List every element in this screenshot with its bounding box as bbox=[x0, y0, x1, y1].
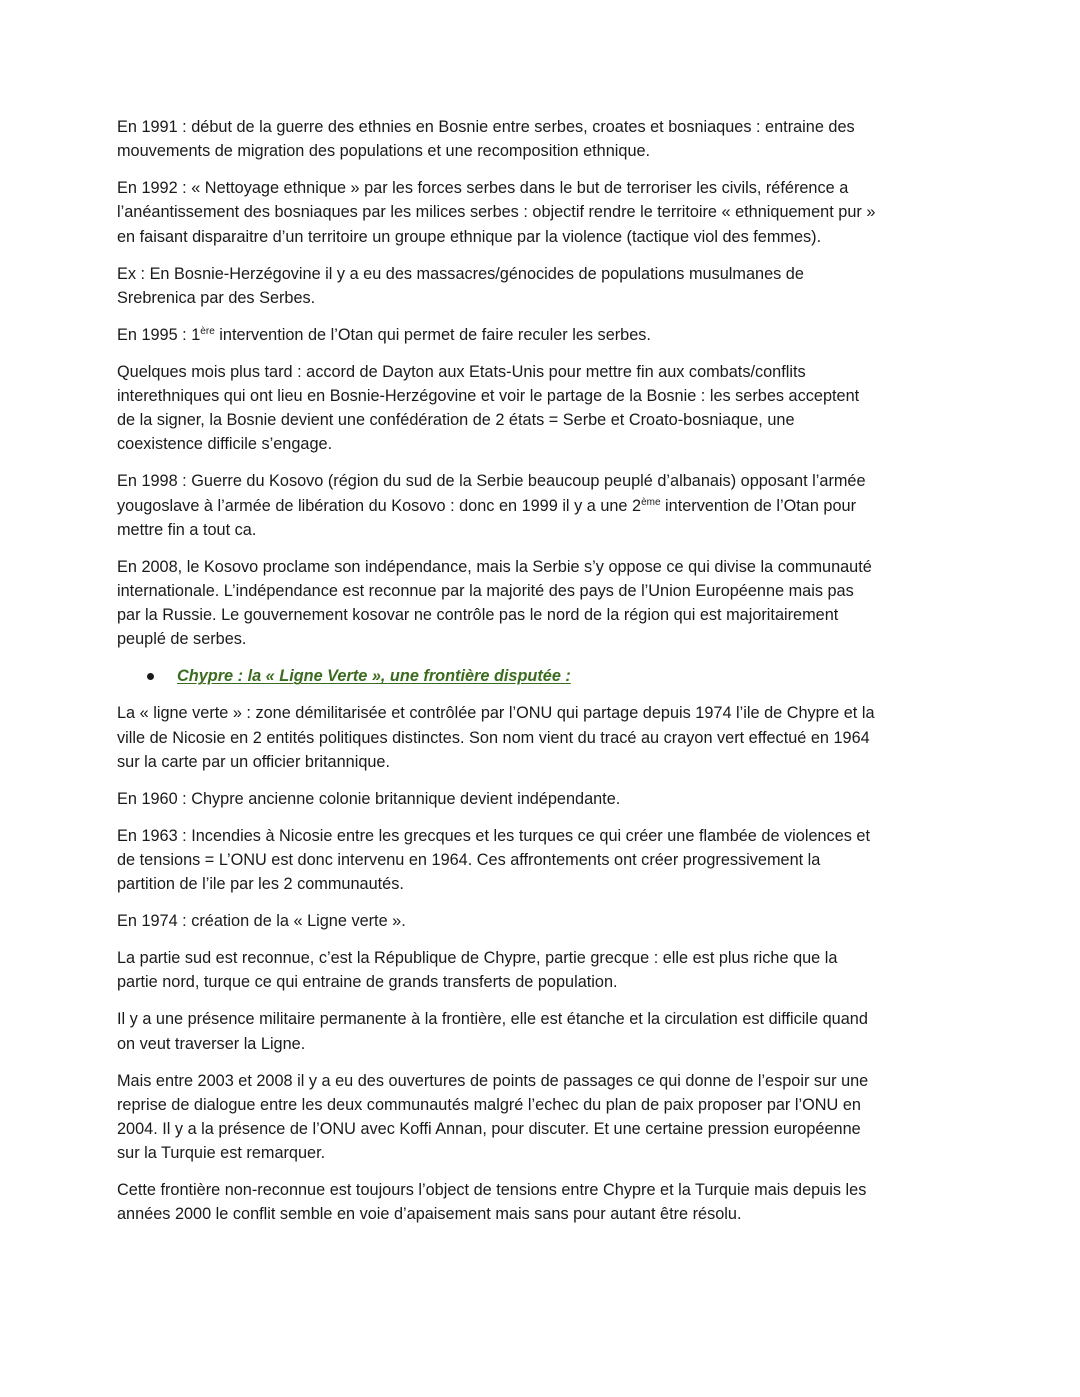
paragraph-example-srebrenica: Ex : En Bosnie-Herzégovine il y a eu des massacres/génocides de populations musulmanes de Srebrenica par des Serbes. bbox=[117, 264, 804, 307]
paragraph-partie-sud: La partie sud est reconnue, c’est la République de Chypre, partie grecque : elle est plus riche que la partie nord, turque ce qui entraine de grands transferts de population. bbox=[117, 949, 838, 992]
paragraph-1998-text-start: En 1998 : Guerre du Kosovo (région du sud de la Serbie beaucoup peuplé d’albanais) opposant l’armée yougoslave à l’armée de libération du Kosovo : donc en 1999 il y a une 2 bbox=[117, 472, 866, 515]
paragraph-1963: En 1963 : Incendies à Nicosie entre les grecques et les turques ce qui créer une flambée de violences et de tensions = L’ONU est donc intervenu en 1964. Ces affrontements ont créer progressivement la partition de l’ile par les 2 communautés. bbox=[117, 826, 870, 894]
paragraph-presence-militaire: Il y a une présence militaire permanente à la frontière, elle est étanche et la circulation est difficile quand on veut traverser la Ligne. bbox=[117, 1010, 868, 1053]
ordinal-superscript: ère bbox=[200, 325, 215, 337]
paragraph-dayton: Quelques mois plus tard : accord de Dayton aux Etats-Unis pour mettre fin aux combats/conflits interethniques qui ont lieu en Bosnie-Herzégovine et voir le partage de la Bosnie : les serbes acceptent de la signer, la Bosnie devient une confédération de 2 états = Serbe et Croato-bosniaque, une coexistence difficile s’engage. bbox=[117, 362, 860, 454]
paragraph-1974: En 1974 : création de la « Ligne verte ». bbox=[117, 912, 406, 931]
paragraph-ligne-verte: La « ligne verte » : zone démilitarisée et contrôlée par l’ONU qui partage depuis 1974 l’ile de Chypre et la ville de Nicosie en 2 entités politiques distinctes. Son nom vient du tracé au crayon vert effectué en 1964 sur la carte par un officier britannique. bbox=[117, 704, 875, 771]
paragraph-1995-text-end: intervention de l’Otan qui permet de faire reculer les serbes. bbox=[214, 325, 651, 344]
paragraph-1995-text-start: En 1995 : 1 bbox=[117, 325, 201, 344]
paragraph-2003-2008: Mais entre 2003 et 2008 il y a eu des ouvertures de points de passages ce qui donne de l’espoir sur une reprise de dialogue entre les deux communautés malgré l’echec du plan de paix proposer par l’ONU en 2004. Il y a la présence de l’ONU avec Koffi Annan, pour discuter. Et une certaine pression européenne sur la Turquie est remarquer. bbox=[117, 1071, 869, 1163]
section-heading: Chypre : la « Ligne Verte », une frontière disputée : bbox=[177, 667, 571, 686]
paragraph-conclusion: Cette frontière non-reconnue est toujours l’object de tensions entre Chypre et la Turquie mais depuis les années 2000 le conflit semble en voie d’apaisement mais sans pour autant être résolu. bbox=[117, 1181, 867, 1224]
paragraph-1992: En 1992 : « Nettoyage ethnique » par les forces serbes dans le but de terroriser les civils, référence a l’anéantissement des bosniaques par les milices serbes : objectif rendre le territoire « ethniquement pur » en faisant disparaitre d’un territoire un groupe ethnique par la violence (tactique viol des femmes). bbox=[117, 179, 876, 246]
paragraph-1998 bbox=[117, 469, 877, 542]
paragraph-1991: En 1991 : début de la guerre des ethnies en Bosnie entre serbes, croates et bosniaques : entraine des mouvements de migration des populations et une recomposition ethnique. bbox=[117, 118, 855, 161]
paragraph-2008: En 2008, le Kosovo proclame son indépendance, mais la Serbie s’y oppose ce qui divise la communauté internationale. L’indépendance est reconnue par la majorité des pays de l’Union Européenne mais pas par la Russie. Le gouvernement kosovar ne contrôle pas le nord de la région qui est majoritairement peuplé de serbes. bbox=[117, 557, 872, 649]
paragraph-1998-text-end: intervention de l’Otan pour mettre fin a tout ca. bbox=[117, 496, 857, 539]
section-bullet-chypre bbox=[117, 664, 877, 688]
paragraph-1960: En 1960 : Chypre ancienne colonie britannique devient indépendante. bbox=[117, 789, 621, 808]
paragraph-1995 bbox=[117, 323, 877, 347]
document-page bbox=[117, 115, 877, 1239]
bullet-icon bbox=[147, 673, 154, 680]
ordinal-superscript: ème bbox=[641, 496, 661, 508]
